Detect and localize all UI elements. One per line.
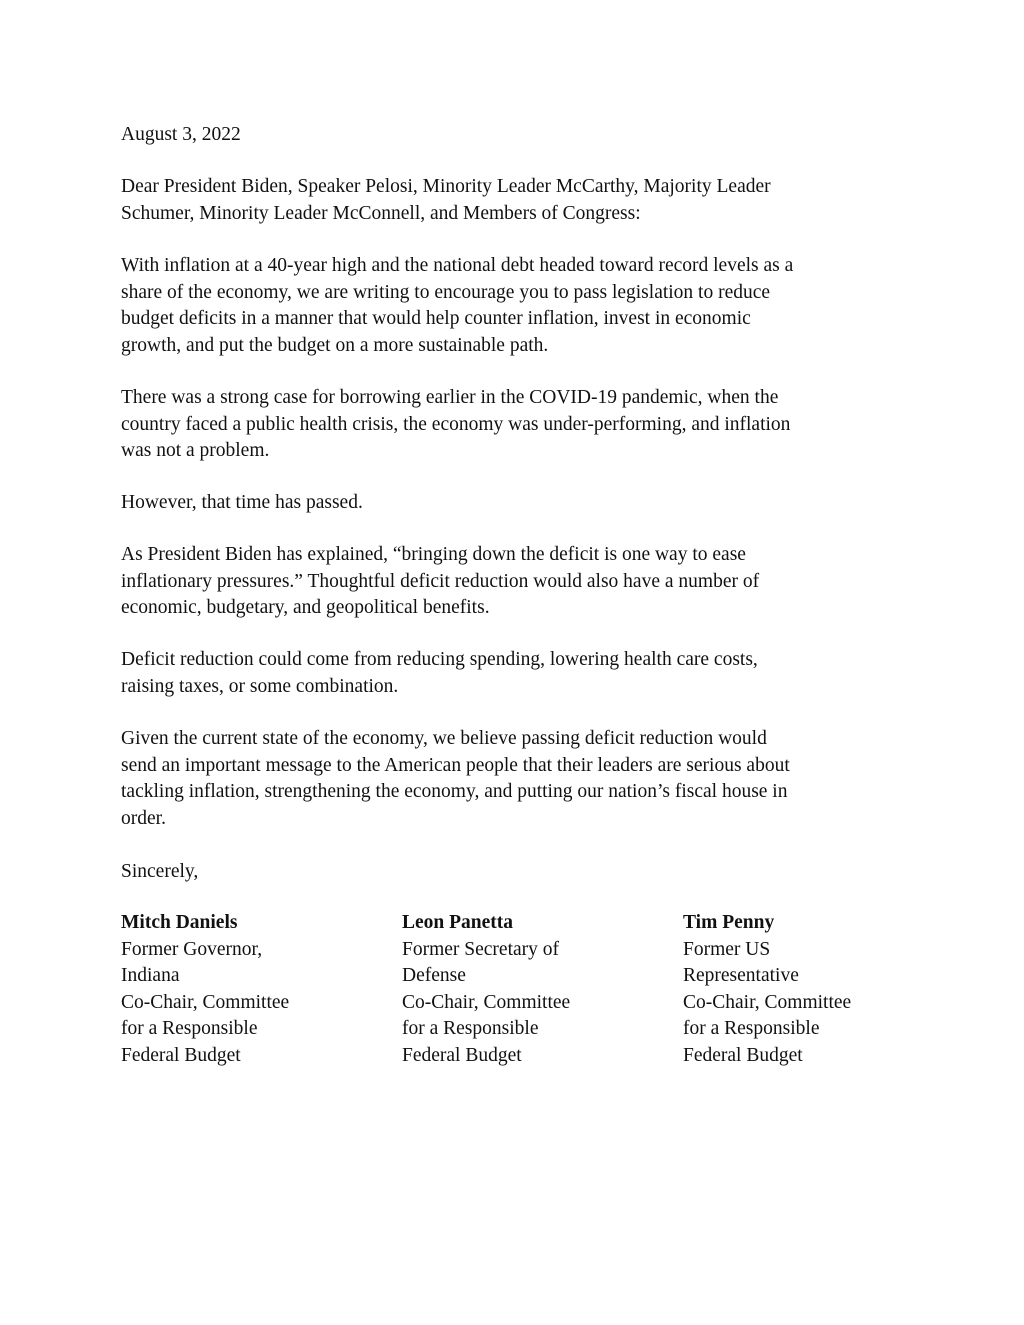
paragraph-line: share of the economy, we are writing to encourage you to pass legislation to reduce (121, 281, 771, 303)
signatory-title-line: for a Responsible (402, 1018, 539, 1039)
paragraph-line: send an important message to the American people that their leaders are serious about (121, 754, 790, 776)
signatory-title-line: Defense (402, 965, 466, 986)
paragraph-line: order. (121, 807, 166, 829)
signatory-title-line: Indiana (121, 965, 180, 986)
signatory-title-line: Co-Chair, Committee (683, 991, 852, 1013)
paragraph-line: Deficit reduction could come from reducing spending, lowering health care costs, (121, 649, 758, 670)
paragraph-line: budget deficits in a manner that would help counter inflation, invest in economic (121, 308, 751, 329)
signatory-tim-penny (683, 910, 943, 1069)
paragraph-covid (121, 385, 901, 465)
paragraph-line: economic, budgetary, and geopolitical benefits. (121, 597, 490, 618)
paragraph-line: inflationary pressures.” Thoughtful deficit reduction would also have a number of (121, 570, 760, 592)
signatory-title-line: for a Responsible (121, 1018, 258, 1039)
paragraph-inflation (121, 253, 901, 359)
signatory-title-line: Former US (683, 938, 771, 960)
signatory-title-line: Former Secretary of (402, 938, 560, 960)
closing-text: Sincerely, (121, 861, 199, 882)
signatory-name: Mitch Daniels (121, 912, 238, 933)
paragraph-line: growth, and put the budget on a more sustainable path. (121, 334, 549, 356)
paragraph-line: Given the current state of the economy, we believe passing deficit reduction would (121, 728, 767, 749)
signatory-name: Tim Penny (683, 912, 775, 933)
signatory-name: Leon Panetta (402, 912, 514, 933)
salutation-line: Dear President Biden, Speaker Pelosi, Minority Leader McCarthy, Majority Leader (121, 176, 771, 197)
signatory-title-line: Federal Budget (121, 1044, 241, 1066)
paragraph-line: With inflation at a 40-year high and the national debt headed toward record levels as a (121, 255, 794, 276)
paragraph-line: As President Biden has explained, “bringing down the deficit is one way to ease (121, 544, 746, 565)
signature-block (121, 910, 901, 1070)
salutation-line: Schumer, Minority Leader McConnell, and Members of Congress: (121, 202, 641, 224)
signatory-title-line: Representative (683, 965, 799, 986)
paragraph-line: There was a strong case for borrowing earlier in the COVID-19 pandemic, when the (121, 387, 779, 408)
paragraph-line: However, that time has passed. (121, 492, 363, 513)
letter-date: August 3, 2022 (121, 124, 241, 145)
paragraph-time-passed (121, 490, 901, 517)
salutation (121, 174, 901, 227)
paragraph-conclusion (121, 726, 901, 832)
paragraph-biden-quote (121, 542, 901, 622)
paragraph-line: was not a problem. (121, 440, 270, 461)
signatory-title-line: Co-Chair, Committee (402, 991, 571, 1013)
paragraph-line: raising taxes, or some combination. (121, 675, 399, 697)
signatory-title-line: Co-Chair, Committee (121, 991, 290, 1013)
paragraph-line: country faced a public health crisis, the economy was under-performing, and inflation (121, 413, 791, 435)
signatory-title-line: Federal Budget (402, 1044, 522, 1066)
signatory-title-line: Former Governor, (121, 938, 263, 960)
paragraph-deficit-sources (121, 647, 901, 700)
paragraph-line: tackling inflation, strengthening the economy, and putting our nation’s fiscal house in (121, 781, 788, 802)
signatory-mitch-daniels (121, 910, 381, 1069)
signatory-title-line: Federal Budget (683, 1044, 803, 1066)
signatory-title-line: for a Responsible (683, 1018, 820, 1039)
signatory-leon-panetta (402, 910, 662, 1069)
closing (121, 859, 901, 886)
